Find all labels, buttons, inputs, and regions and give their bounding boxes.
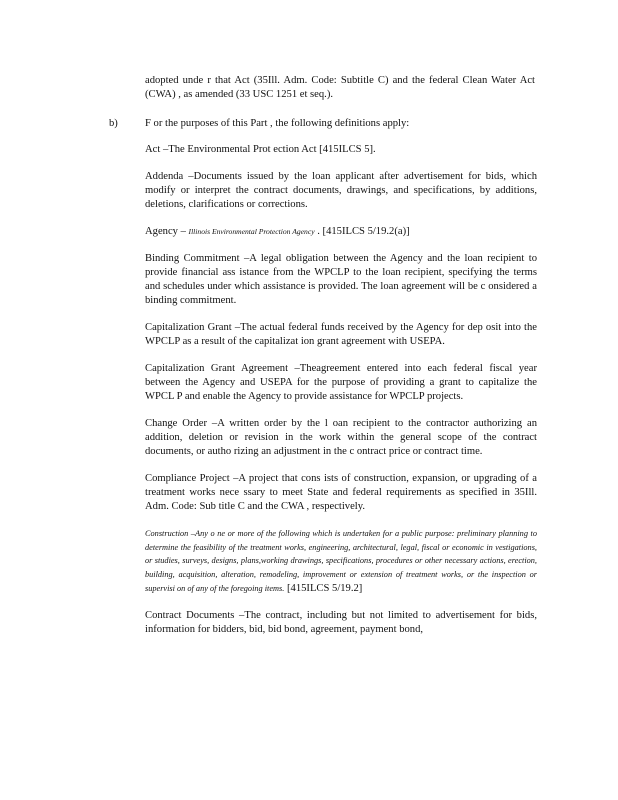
definition-compliance-project: Compliance Project –A project that cons ists of construction, expansion, or upgrading of a treatment works nece ssary to meet State and federal requirements as specified in 35Ill. Adm. Code: Sub title C and the CWA , respectively.	[145, 473, 537, 512]
definition-italic-text: Construction –Any o ne or more of the following which is undertaken for a public purpose: preliminary planning to determine the feasibility of the treatment works, engineering, architectural, legal, fiscal or economic in vestigations, or studies, surveys, designs, plans,working drawings, specifications, procedures or other necessary actions, erection, building, acquisition, alteration, remodeling, improvement or extension of treatment works, or the inspection or supervisi on of any of the foregoing items.	[145, 529, 537, 593]
definition-citation: . [415ILCS 5/19.2(a)]	[317, 226, 410, 237]
definition-contract-documents: Contract Documents –The contract, including but not limited to advertisement for bids, information for bidders, bid, bid bond, agreement, payment bond,	[145, 609, 537, 635]
definitions-list	[145, 143, 537, 650]
definition-term: Agency –	[145, 226, 186, 237]
definition-act: Act –The Environmental Prot ection Act [415ILCS 5].	[145, 144, 376, 155]
definition-construction	[145, 527, 537, 596]
definition-capitalization-grant: Capitalization Grant –The actual federal funds received by the Agency for dep osit into the WPCLP as a result of the capitalizat ion grant agreement with USEPA.	[145, 322, 537, 347]
definition-agency	[145, 225, 537, 239]
definition-binding-commitment: Binding Commitment –A legal obligation between the Agency and the loan recipient to provide financial ass istance from the WPCLP to the loan recipient, specifying the terms and schedules under which assistance is provided. The loan agreement will be c onsidered a binding commitment.	[145, 253, 537, 306]
definition-citation: [415ILCS 5/19.2]	[284, 582, 363, 594]
definition-italic-text: Illinois Environmental Protection Agency	[188, 227, 315, 236]
section-label: b)	[109, 118, 118, 129]
definition-addenda: Addenda –Documents issued by the loan applicant after advertisement for bids, which modify or interpret the contract documents, drawings, and specifications, by additions, deletions, clarifications or corrections.	[145, 171, 537, 210]
intro-paragraph: adopted unde r that Act (35Ill. Adm. Code: Subtitle C) and the federal Clean Water Act (CWA) , as amended (33 USC 1251 et seq.).	[145, 75, 535, 100]
definition-capitalization-grant-agreement: Capitalization Grant Agreement –Theagreement entered into each federal fiscal year between the Agency and USEPA for the purpose of providing a grant to capitalize the WPCL P and enable the Agency to provide assistance for WPCLP projects.	[145, 363, 537, 402]
section-intro: F or the purposes of this Part , the following definitions apply:	[145, 118, 410, 129]
definition-change-order: Change Order –A written order by the l oan recipient to the contractor authorizing an addition, deletion or revision in the work within the general scope of the contract documents, or autho rizing an adjustment in the c ontract price or contract time.	[145, 418, 537, 457]
